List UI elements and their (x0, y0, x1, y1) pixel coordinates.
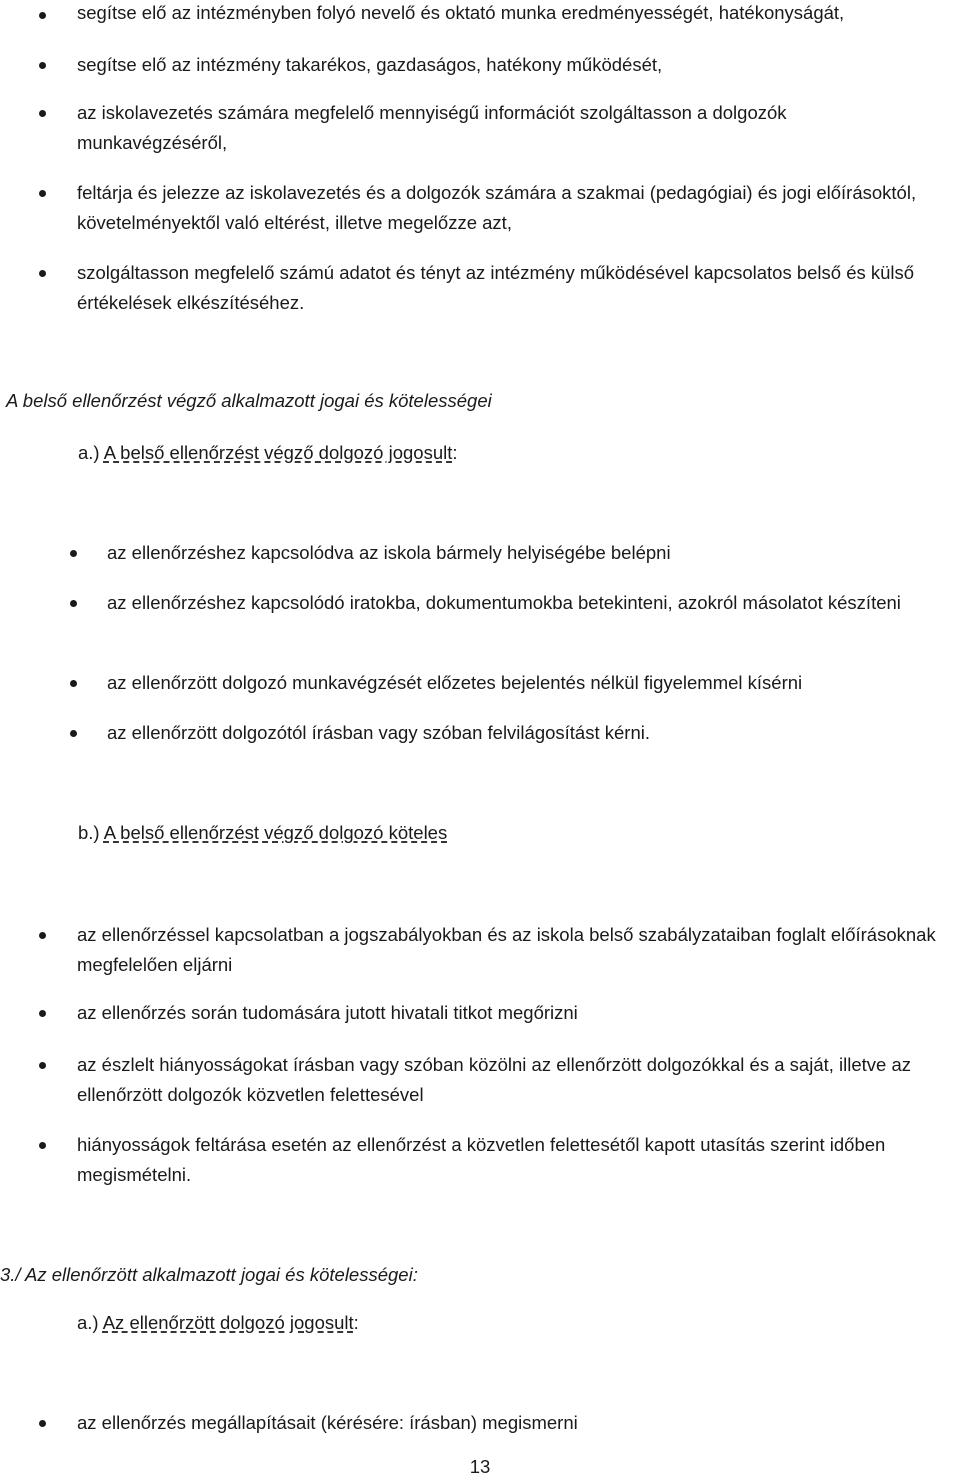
bullet-icon (39, 190, 46, 197)
subsection-prefix: a.) (78, 442, 100, 463)
list-item-text: az iskolavezetés számára megfelelő mennyiségű információt szolgáltasson a dolgozók munkavégzéséről, (77, 102, 787, 153)
section-heading: A belső ellenőrzést végző alkalmazott jogai és kötelességei (6, 390, 492, 411)
bullet-icon (39, 932, 46, 939)
list-item-text: az észlelt hiányosságokat írásban vagy szóban közölni az ellenőrzött dolgozókkal és a saját, illetve az ellenőrzött dolgozók közvetlen felettesével (77, 1054, 911, 1105)
subsection-prefix: b.) (78, 822, 100, 843)
subsection-label: A belső ellenőrzést végző dolgozó köteles (103, 822, 448, 843)
list-item-text: az ellenőrzés megállapításait (kérésére: írásban) megismerni (77, 1412, 578, 1433)
bullet-icon (39, 1062, 46, 1069)
bullet-icon (39, 1010, 46, 1017)
subsection-heading-a (78, 438, 458, 468)
subsection-heading-c (77, 1308, 359, 1338)
subsection-prefix: a.) (77, 1312, 99, 1333)
bullet-icon (39, 62, 46, 69)
section-heading: 3./ Az ellenőrzött alkalmazott jogai és kötelességei: (0, 1264, 418, 1285)
page-number: 13 (469, 1456, 491, 1477)
bullet-icon (39, 110, 46, 117)
list-item-text: az ellenőrzéssel kapcsolatban a jogszabályokban és az iskola belső szabályzataiban foglalt előírásoknak megfelelően eljárni (77, 924, 936, 975)
bullet-icon (39, 1420, 46, 1427)
subsection-suffix: : (353, 1312, 359, 1333)
list-item-text: segítse elő az intézmény takarékos, gazdaságos, hatékony működését, (77, 54, 663, 75)
list-item-text: az ellenőrzés során tudomására jutott hivatali titkot megőrizni (77, 1002, 578, 1023)
bullet-icon (39, 270, 46, 277)
subsection-suffix: : (452, 442, 458, 463)
list-item-text: szolgáltasson megfelelő számú adatot és tényt az intézmény működésével kapcsolatos belső és külső értékelések elkészítéséhez. (77, 262, 915, 313)
bullet-icon (70, 550, 77, 557)
list-item-text: segítse elő az intézményben folyó nevelő és oktató munka eredményességét, hatékonyságát, (77, 2, 845, 23)
list-item-text: az ellenőrzéshez kapcsolódva az iskola bármely helyiségébe belépni (107, 542, 671, 563)
bullet-icon (70, 600, 77, 607)
list-item-text: az ellenőrzött dolgozó munkavégzését előzetes bejelentés nélkül figyelemmel kísérni (107, 672, 803, 693)
bullet-icon (70, 680, 77, 687)
list-item-text: feltárja és jelezze az iskolavezetés és a dolgozók számára a szakmai (pedagógiai) és jogi előírásoktól, követelményektől való eltérést, illetve megelőzze azt, (77, 182, 917, 233)
list-item-text: az ellenőrzött dolgozótól írásban vagy szóban felvilágosítást kérni. (107, 722, 650, 743)
subsection-label: A belső ellenőrzést végző dolgozó jogosult (103, 442, 453, 463)
bullet-icon (39, 12, 46, 19)
bullet-icon (39, 1142, 46, 1149)
bullet-icon (70, 730, 77, 737)
list-item-text: az ellenőrzéshez kapcsolódó iratokba, dokumentumokba betekinteni, azokról másolatot készíteni (107, 592, 901, 613)
subsection-label: Az ellenőrzött dolgozó jogosult (102, 1312, 354, 1333)
list-item-text: hiányosságok feltárása esetén az ellenőrzést a közvetlen felettesétől kapott utasítás szerint időben megismételni. (77, 1134, 886, 1185)
subsection-heading-b (78, 818, 447, 848)
